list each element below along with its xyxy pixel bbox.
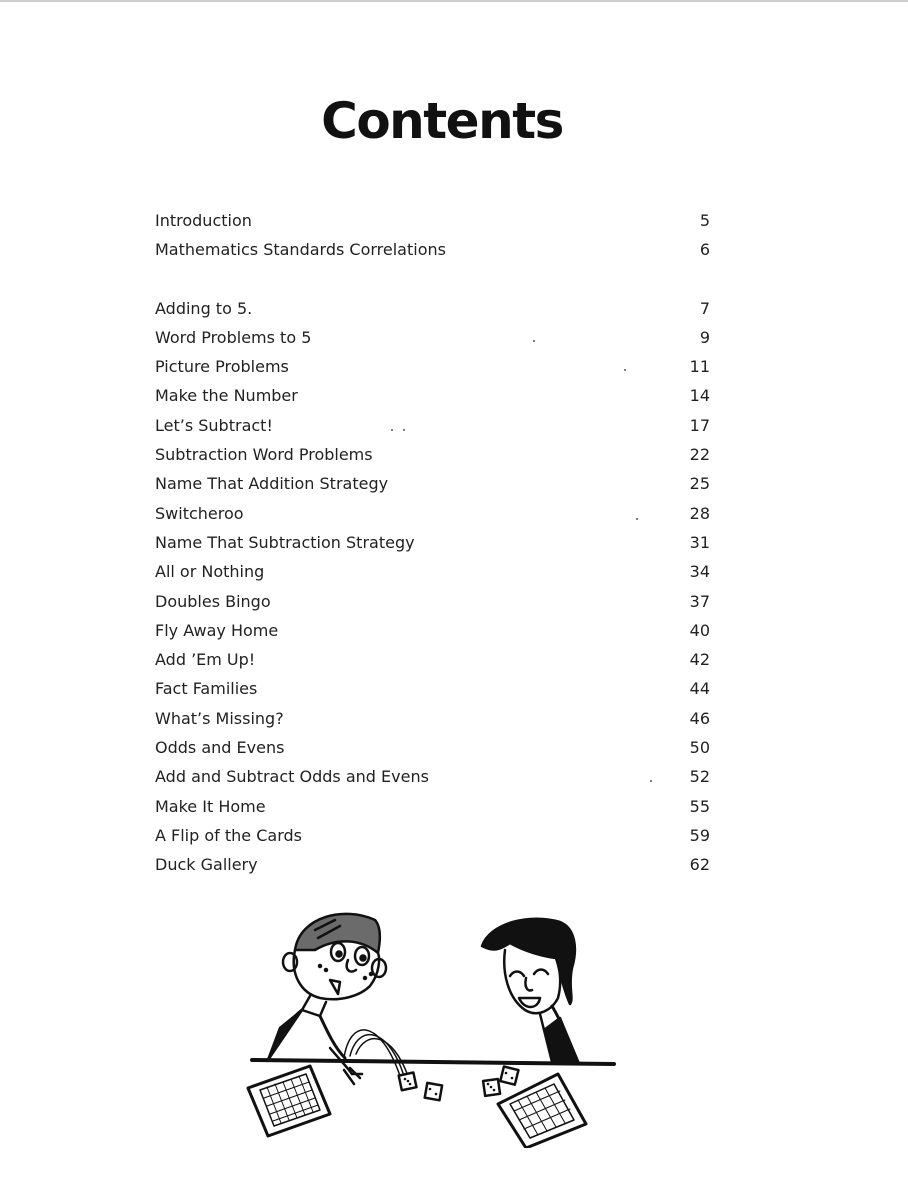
- toc-entry[interactable]: [155, 850, 710, 879]
- scan-speck: [403, 429, 405, 431]
- toc-entry[interactable]: [155, 674, 710, 703]
- toc-entry[interactable]: [155, 762, 710, 791]
- toc-entry-page: 14: [689, 386, 710, 406]
- toc-entry-label: Switcheroo: [155, 503, 244, 523]
- toc-entry-label: Mathematics Standards Correlations: [155, 240, 446, 260]
- toc-entry-label: Doubles Bingo: [155, 591, 271, 611]
- toc-entry[interactable]: [155, 469, 710, 498]
- toc-entry[interactable]: [155, 587, 710, 616]
- toc-entry-page: 6: [699, 240, 710, 260]
- toc-entry[interactable]: [155, 294, 710, 323]
- toc-entry[interactable]: [155, 792, 710, 821]
- toc-entry-label: Name That Subtraction Strategy: [155, 532, 415, 552]
- toc-entry-page: 62: [689, 855, 710, 875]
- toc-entry-page: 44: [689, 679, 710, 699]
- toc-entry-page: 42: [689, 650, 710, 670]
- toc-entry[interactable]: [155, 645, 710, 674]
- toc-entry-label: Introduction: [155, 211, 252, 230]
- toc-entry-page: 22: [689, 445, 710, 465]
- toc-entry-label: Picture Problems: [155, 357, 289, 377]
- toc-entry-label: Word Problems to 5: [155, 327, 312, 347]
- section-gap: [155, 265, 710, 294]
- toc-entry[interactable]: [155, 381, 710, 410]
- toc-entry[interactable]: [155, 704, 710, 733]
- toc-entry-page: 31: [689, 532, 710, 552]
- toc-entry[interactable]: [155, 528, 710, 557]
- two-kids-rolling-dice-illustration: [240, 898, 630, 1148]
- toc-entry-label: Let’s Subtract!: [155, 415, 273, 435]
- scan-speck: [391, 429, 393, 431]
- toc-entry-page: 46: [689, 708, 710, 728]
- table-of-contents: [155, 206, 710, 880]
- toc-entry-page: 55: [689, 796, 710, 816]
- toc-entry-page: 40: [689, 620, 710, 640]
- scan-speck: [533, 340, 535, 342]
- toc-entry-label: A Flip of the Cards: [155, 825, 302, 845]
- toc-entry-label: Name That Addition Strategy: [155, 474, 389, 494]
- toc-entry-label: What’s Missing?: [155, 708, 284, 728]
- toc-entry-label: Make It Home: [155, 796, 266, 816]
- toc-entry-page: 37: [689, 591, 710, 611]
- toc-entry-label: Add ’Em Up!: [155, 650, 256, 670]
- toc-entry-page: 28: [689, 503, 710, 523]
- toc-entry[interactable]: [155, 206, 710, 235]
- scan-speck: [650, 780, 652, 782]
- toc-entry[interactable]: [155, 323, 710, 352]
- toc-entry-page: 25: [689, 474, 710, 494]
- toc-entry[interactable]: [155, 411, 710, 440]
- toc-entry-label: Adding to 5.: [155, 298, 253, 318]
- toc-entry-page: 7: [699, 298, 710, 318]
- toc-entry-page: 59: [689, 825, 710, 845]
- toc-entry[interactable]: [155, 235, 710, 264]
- toc-entry[interactable]: [155, 733, 710, 762]
- toc-entry[interactable]: [155, 557, 710, 586]
- toc-entry[interactable]: [155, 440, 710, 469]
- toc-entry-label: Fact Families: [155, 679, 258, 699]
- toc-entry-label: Odds and Evens: [155, 738, 285, 758]
- toc-entry[interactable]: [155, 499, 710, 528]
- top-rule: [0, 0, 908, 2]
- toc-entry-label: All or Nothing: [155, 562, 265, 582]
- toc-entry-list: [155, 294, 710, 880]
- toc-entry-page: 34: [689, 562, 710, 582]
- toc-entry-page: 9: [699, 327, 710, 347]
- toc-entry-page: 52: [689, 767, 710, 787]
- toc-entry-page: 5: [699, 211, 710, 230]
- toc-entry-label: Duck Gallery: [155, 855, 258, 875]
- toc-entry-label: Make the Number: [155, 386, 298, 406]
- toc-entry-page: 50: [689, 738, 710, 758]
- toc-entry-label: Subtraction Word Problems: [155, 445, 373, 465]
- toc-entry-page: 17: [689, 415, 710, 435]
- toc-entry[interactable]: [155, 821, 710, 850]
- toc-entry-page: 11: [689, 357, 710, 377]
- toc-entry[interactable]: [155, 616, 710, 645]
- toc-entry-label: Add and Subtract Odds and Evens: [155, 767, 429, 787]
- scan-speck: [624, 369, 626, 371]
- toc-entry[interactable]: [155, 352, 710, 381]
- toc-entry-label: Fly Away Home: [155, 620, 279, 640]
- page-title: Contents: [321, 92, 563, 150]
- scan-speck: [636, 518, 638, 520]
